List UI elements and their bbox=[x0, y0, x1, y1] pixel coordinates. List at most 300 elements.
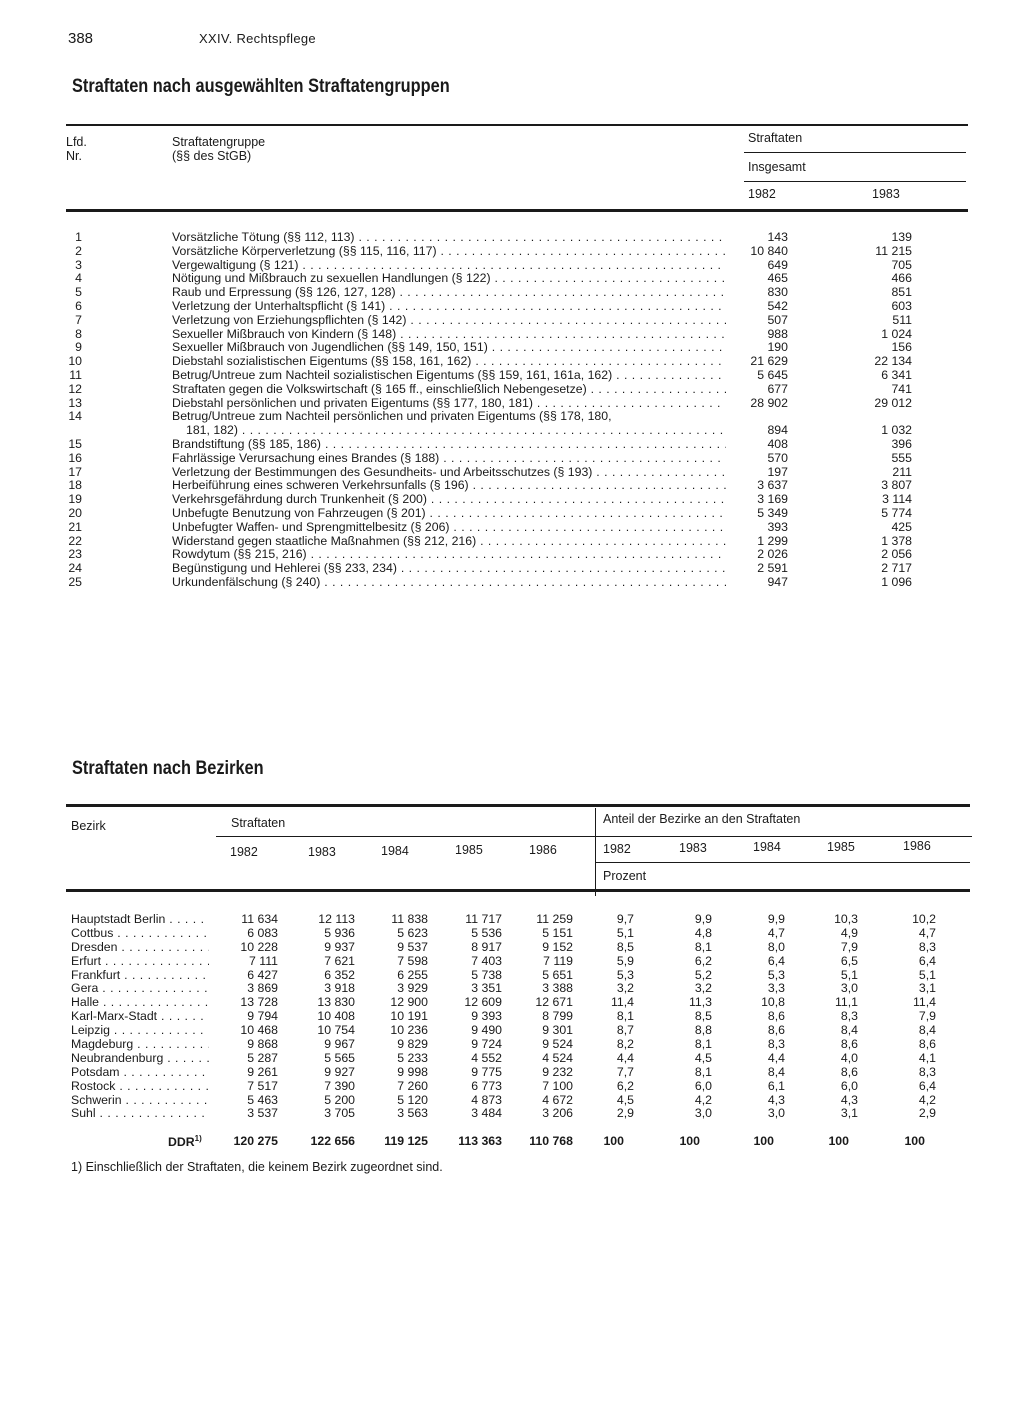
value-1983: 603 bbox=[891, 298, 912, 313]
value-1982: 570 bbox=[767, 450, 788, 465]
value-1983: 851 bbox=[891, 285, 912, 300]
pct-1984: 8,4 bbox=[767, 1064, 785, 1079]
count-1983: 3 918 bbox=[324, 981, 355, 996]
count-1985: 3 351 bbox=[471, 981, 502, 996]
table2-row bbox=[0, 1066, 1024, 1080]
table1-year2: 1983 bbox=[872, 187, 900, 201]
pct-1985: 4,9 bbox=[840, 925, 858, 940]
count-1983: 12 113 bbox=[318, 912, 355, 926]
pct-1984: 9,9 bbox=[767, 912, 785, 926]
table1-row bbox=[0, 479, 1024, 493]
table2-year: 1984 bbox=[753, 840, 781, 854]
pct-1983: 8,8 bbox=[694, 1023, 712, 1038]
count-1984: 5 623 bbox=[397, 925, 428, 940]
row-number: 19 bbox=[68, 492, 82, 507]
pct-1984: 4,3 bbox=[767, 1092, 785, 1107]
value-1982: 10 840 bbox=[750, 243, 788, 258]
bezirk-name: Neubrandenburg . . . bbox=[71, 1052, 209, 1066]
table2-row bbox=[0, 927, 1024, 941]
pct-1985: 8,6 bbox=[840, 1064, 858, 1079]
pct-1983: 8,5 bbox=[694, 1009, 712, 1024]
count-1984: 9 829 bbox=[397, 1037, 428, 1052]
row-number: 6 bbox=[75, 298, 82, 313]
value-1983: 396 bbox=[891, 436, 912, 451]
pct-1982: 8,2 bbox=[616, 1037, 634, 1052]
row-label: Begünstigung und Hehlerei (§§ 233, 234) . . . bbox=[172, 562, 726, 576]
bezirk-name: Karl-Marx-Stadt . . . bbox=[71, 1010, 209, 1024]
value-1983: 511 bbox=[892, 312, 912, 327]
total-count-1984: 119 125 bbox=[384, 1134, 428, 1148]
count-1982: 9 794 bbox=[247, 1009, 278, 1024]
count-1982: 7 111 bbox=[249, 953, 278, 968]
pct-1982: 5,1 bbox=[616, 925, 634, 940]
pct-1986: 8,4 bbox=[918, 1023, 936, 1038]
pct-1983: 8,1 bbox=[694, 1064, 712, 1079]
table2-row bbox=[0, 1038, 1024, 1052]
pct-1983: 8,1 bbox=[694, 939, 712, 954]
value-1983: 5 774 bbox=[881, 505, 912, 520]
count-1983: 9 927 bbox=[324, 1064, 355, 1079]
count-1985: 11 717 bbox=[465, 912, 502, 926]
table1-row bbox=[0, 493, 1024, 507]
running-title: XXIV. Rechtspflege bbox=[199, 31, 316, 46]
table1-row bbox=[0, 535, 1024, 549]
count-1985: 9 775 bbox=[471, 1064, 502, 1079]
table1-row bbox=[0, 314, 1024, 328]
value-1983: 2 056 bbox=[881, 547, 912, 562]
total-pct-1984: 100 bbox=[753, 1134, 774, 1148]
row-number: 25 bbox=[68, 574, 82, 589]
count-1984: 3 929 bbox=[397, 981, 428, 996]
table1-col-straftaten: Straftaten bbox=[748, 131, 803, 145]
table1-col-insgesamt: Insgesamt bbox=[748, 160, 806, 174]
count-1983: 5 200 bbox=[324, 1092, 355, 1107]
value-1982: 3 637 bbox=[757, 478, 788, 493]
table2-row bbox=[0, 982, 1024, 996]
pct-1984: 4,4 bbox=[767, 1050, 785, 1065]
pct-1984: 5,3 bbox=[767, 967, 785, 982]
value-1983: 1 024 bbox=[881, 326, 912, 341]
table2-col-prozent: Prozent bbox=[603, 869, 647, 883]
pct-1983: 5,2 bbox=[694, 967, 712, 982]
pct-1984: 3,3 bbox=[767, 981, 785, 996]
row-number: 2 bbox=[75, 243, 82, 258]
row-number: 8 bbox=[75, 326, 82, 341]
count-1984: 7 598 bbox=[397, 953, 428, 968]
value-1982: 190 bbox=[767, 340, 788, 355]
table2-year: 1983 bbox=[679, 841, 707, 855]
table2-year: 1986 bbox=[903, 839, 931, 853]
row-label: Verletzung der Unterhaltspflicht (§ 141) . . . bbox=[172, 300, 726, 314]
table1-row bbox=[0, 259, 1024, 273]
pct-1985: 3,1 bbox=[840, 1106, 858, 1121]
pct-1982: 4,4 bbox=[616, 1050, 634, 1065]
count-1983: 10 408 bbox=[317, 1009, 355, 1024]
table1-row bbox=[0, 231, 1024, 245]
count-1986: 11 259 bbox=[536, 912, 573, 926]
pct-1986: 4,2 bbox=[918, 1092, 936, 1107]
table1-rule-straftaten bbox=[744, 152, 966, 153]
row-label: Urkundenfälschung (§ 240) . . . bbox=[172, 576, 726, 590]
table1-row bbox=[0, 576, 1024, 590]
count-1985: 6 773 bbox=[471, 1078, 502, 1093]
count-1986: 5 651 bbox=[542, 967, 573, 982]
row-label: Unbefugter Waffen- und Sprengmittelbesitz (§ 206) . . . bbox=[172, 521, 726, 535]
count-1986: 7 119 bbox=[543, 953, 573, 968]
count-1984: 3 563 bbox=[397, 1106, 428, 1121]
pct-1984: 8,6 bbox=[767, 1009, 785, 1024]
count-1984: 9 998 bbox=[397, 1064, 428, 1079]
count-1984: 5 120 bbox=[397, 1092, 428, 1107]
pct-1982: 11,4 bbox=[610, 995, 634, 1010]
value-1983: 11 215 bbox=[875, 243, 912, 258]
value-1982: 28 902 bbox=[750, 395, 788, 410]
count-1985: 8 917 bbox=[471, 939, 502, 954]
row-label: Widerstand gegen staatliche Maßnahmen (§§ 212, 216) . . . bbox=[172, 535, 726, 549]
pct-1982: 5,9 bbox=[616, 953, 634, 968]
pct-1982: 8,1 bbox=[616, 1009, 634, 1024]
count-1985: 3 484 bbox=[471, 1106, 502, 1121]
count-1986: 9 232 bbox=[542, 1064, 573, 1079]
value-1983: 22 134 bbox=[874, 354, 912, 369]
row-number: 20 bbox=[68, 505, 82, 520]
table2-year: 1986 bbox=[529, 843, 557, 857]
pct-1985: 3,0 bbox=[840, 981, 858, 996]
count-1986: 9 152 bbox=[542, 939, 573, 954]
value-1982: 894 bbox=[767, 423, 788, 438]
table1-row bbox=[0, 369, 1024, 383]
table2-row bbox=[0, 913, 1024, 927]
table2-row bbox=[0, 1052, 1024, 1066]
table1-body bbox=[0, 231, 1024, 590]
count-1983: 7 621 bbox=[324, 953, 355, 968]
count-1986: 5 151 bbox=[542, 925, 573, 940]
count-1983: 3 705 bbox=[324, 1106, 355, 1121]
count-1984: 10 236 bbox=[390, 1023, 428, 1038]
total-count-1983: 122 656 bbox=[310, 1134, 355, 1148]
value-1982: 947 bbox=[767, 574, 788, 589]
table1-row bbox=[0, 410, 1024, 438]
row-number: 22 bbox=[68, 533, 82, 548]
value-1983: 3 807 bbox=[881, 478, 912, 493]
table1-col-group-line2: (§§ des StGB) bbox=[172, 149, 252, 163]
pct-1983: 6,0 bbox=[694, 1078, 712, 1093]
pct-1985: 8,3 bbox=[840, 1009, 858, 1024]
count-1982: 5 287 bbox=[247, 1050, 278, 1065]
pct-1983: 6,2 bbox=[694, 953, 712, 968]
row-number: 1 bbox=[75, 230, 82, 244]
pct-1982: 8,5 bbox=[616, 939, 634, 954]
count-1982: 10 468 bbox=[240, 1023, 278, 1038]
count-1985: 12 609 bbox=[464, 995, 502, 1010]
row-label: Nötigung und Mißbrauch zu sexuellen Handlungen (§ 122) . . . bbox=[172, 272, 726, 286]
pct-1985: 8,4 bbox=[840, 1023, 858, 1038]
table2-row bbox=[0, 941, 1024, 955]
pct-1982: 6,2 bbox=[616, 1078, 634, 1093]
table2-year: 1982 bbox=[603, 842, 631, 856]
bezirk-name: Erfurt . . . bbox=[71, 955, 209, 969]
count-1984: 11 838 bbox=[391, 912, 428, 926]
count-1983: 5 565 bbox=[324, 1050, 355, 1065]
count-1982: 5 463 bbox=[247, 1092, 278, 1107]
value-1983: 139 bbox=[891, 230, 912, 244]
row-label: Vergewaltigung (§ 121) . . . bbox=[172, 259, 726, 273]
value-1982: 830 bbox=[767, 285, 788, 300]
count-1986: 9 301 bbox=[542, 1023, 573, 1038]
table2-col-straftaten: Straftaten bbox=[231, 816, 286, 830]
row-number: 23 bbox=[68, 547, 82, 562]
count-1982: 7 517 bbox=[247, 1078, 278, 1093]
pct-1986: 7,9 bbox=[918, 1009, 936, 1024]
row-label: Brandstiftung (§§ 185, 186) . . . bbox=[172, 438, 726, 452]
count-1982: 11 634 bbox=[241, 912, 278, 926]
value-1982: 2 591 bbox=[757, 561, 788, 576]
table1-row bbox=[0, 383, 1024, 397]
row-label: Unbefugte Benutzung von Fahrzeugen (§ 201) . . . bbox=[172, 507, 726, 521]
count-1983: 9 967 bbox=[324, 1037, 355, 1052]
row-label: Verletzung der Bestimmungen des Gesundheits- und Arbeitsschutzes (§ 193) . . . bbox=[172, 466, 726, 480]
count-1982: 6 083 bbox=[247, 925, 278, 940]
value-1983: 156 bbox=[891, 340, 912, 355]
value-1982: 3 169 bbox=[757, 492, 788, 507]
table1-row bbox=[0, 507, 1024, 521]
count-1982: 13 728 bbox=[240, 995, 278, 1010]
pct-1985: 10,3 bbox=[834, 912, 858, 926]
table1-row bbox=[0, 341, 1024, 355]
pct-1982: 4,5 bbox=[616, 1092, 634, 1107]
count-1985: 9 724 bbox=[471, 1037, 502, 1052]
pct-1986: 6,4 bbox=[918, 953, 936, 968]
row-number: 15 bbox=[68, 436, 82, 451]
value-1983: 29 012 bbox=[874, 395, 912, 410]
count-1983: 6 352 bbox=[324, 967, 355, 982]
table2-row bbox=[0, 1010, 1024, 1024]
bezirk-name: Suhl . . . bbox=[71, 1107, 209, 1121]
table2-rule-prozent bbox=[596, 862, 970, 863]
table2-year: 1985 bbox=[455, 843, 483, 857]
table2-row bbox=[0, 955, 1024, 969]
count-1985: 9 490 bbox=[471, 1023, 502, 1038]
count-1986: 3 206 bbox=[542, 1106, 573, 1121]
count-1986: 4 524 bbox=[542, 1050, 573, 1065]
count-1985: 4 552 bbox=[471, 1050, 502, 1065]
table2-body bbox=[0, 913, 1024, 1121]
value-1983: 425 bbox=[891, 519, 912, 534]
pct-1983: 11,3 bbox=[688, 995, 712, 1010]
row-label: Verletzung von Erziehungspflichten (§ 142) . . . bbox=[172, 314, 726, 328]
pct-1983: 4,5 bbox=[694, 1050, 712, 1065]
table1-row bbox=[0, 438, 1024, 452]
value-1983: 555 bbox=[891, 450, 912, 465]
row-label: Straftaten gegen die Volkswirtschaft (§ 165 ff., einschließlich Nebengesetze) . . . bbox=[172, 383, 726, 397]
table2-rule-years-top bbox=[216, 836, 972, 837]
pct-1982: 9,7 bbox=[616, 912, 634, 926]
count-1984: 10 191 bbox=[390, 1009, 428, 1024]
row-label: Betrug/Untreue zum Nachteil sozialistischen Eigentums (§§ 159, 161, 161a, 162) . . . bbox=[172, 369, 726, 383]
row-label: Rowdytum (§§ 215, 216) . . . bbox=[172, 548, 726, 562]
pct-1984: 8,0 bbox=[767, 939, 785, 954]
row-number: 24 bbox=[68, 561, 82, 576]
value-1983: 3 114 bbox=[882, 492, 912, 507]
table1-row bbox=[0, 521, 1024, 535]
table1-col-group-line1: Straftatengruppe bbox=[172, 135, 266, 149]
pct-1985: 4,3 bbox=[840, 1092, 858, 1107]
count-1982: 6 427 bbox=[247, 967, 278, 982]
pct-1982: 8,7 bbox=[616, 1023, 634, 1038]
count-1983: 5 936 bbox=[324, 925, 355, 940]
pct-1984: 8,3 bbox=[767, 1037, 785, 1052]
value-1982: 677 bbox=[767, 381, 788, 396]
count-1983: 10 754 bbox=[317, 1023, 355, 1038]
table1-row bbox=[0, 452, 1024, 466]
bezirk-name: Halle . . . bbox=[71, 996, 209, 1010]
count-1982: 3 537 bbox=[247, 1106, 278, 1121]
table1-row bbox=[0, 562, 1024, 576]
table1-col-no-line1: Lfd. bbox=[66, 135, 87, 149]
bezirk-name: Dresden . . . bbox=[71, 941, 209, 955]
table1-rule-insgesamt bbox=[744, 181, 966, 182]
count-1982: 10 228 bbox=[240, 939, 278, 954]
value-1982: 988 bbox=[767, 326, 788, 341]
table1-row bbox=[0, 355, 1024, 369]
row-label: Sexueller Mißbrauch von Kindern (§ 148) . . . bbox=[172, 328, 726, 342]
count-1983: 7 390 bbox=[324, 1078, 355, 1093]
table2-top-rule bbox=[66, 804, 970, 807]
bezirk-name: Rostock . . . bbox=[71, 1080, 209, 1094]
table1-year1: 1982 bbox=[748, 187, 776, 201]
count-1985: 7 403 bbox=[471, 953, 502, 968]
count-1984: 5 233 bbox=[397, 1050, 428, 1065]
table1-top-rule bbox=[66, 124, 968, 126]
row-label-continuation: 181, 182) . . . bbox=[186, 424, 726, 438]
pct-1983: 3,2 bbox=[694, 981, 712, 996]
table1-row bbox=[0, 548, 1024, 562]
table2-row bbox=[0, 1107, 1024, 1121]
total-pct-1986: 100 bbox=[904, 1134, 925, 1148]
pct-1985: 11,1 bbox=[834, 995, 858, 1010]
pct-1986: 4,1 bbox=[918, 1050, 936, 1065]
table1-row bbox=[0, 466, 1024, 480]
table2-year: 1985 bbox=[827, 840, 855, 854]
count-1986: 9 524 bbox=[542, 1037, 573, 1052]
value-1983: 1 032 bbox=[881, 423, 912, 438]
table1-row bbox=[0, 397, 1024, 411]
row-number: 16 bbox=[68, 450, 82, 465]
total-pct-1983: 100 bbox=[679, 1134, 700, 1148]
table2-row bbox=[0, 1024, 1024, 1038]
value-1982: 542 bbox=[767, 298, 788, 313]
row-number: 3 bbox=[75, 257, 82, 272]
value-1982: 1 299 bbox=[757, 533, 788, 548]
pct-1985: 5,1 bbox=[840, 967, 858, 982]
pct-1986: 5,1 bbox=[918, 967, 936, 982]
count-1982: 9 261 bbox=[247, 1064, 278, 1079]
row-number: 7 bbox=[75, 312, 82, 327]
pct-1983: 9,9 bbox=[694, 912, 712, 926]
table2-header-rule bbox=[66, 889, 970, 892]
pct-1983: 8,1 bbox=[694, 1037, 712, 1052]
value-1983: 705 bbox=[891, 257, 912, 272]
bezirk-name: Frankfurt . . . bbox=[71, 969, 209, 983]
pct-1986: 4,7 bbox=[918, 925, 936, 940]
count-1982: 3 869 bbox=[247, 981, 278, 996]
total-pct-1982: 100 bbox=[603, 1134, 624, 1148]
table1-row bbox=[0, 245, 1024, 259]
value-1982: 5 349 bbox=[757, 505, 788, 520]
page-number: 388 bbox=[68, 30, 94, 47]
pct-1986: 11,4 bbox=[912, 995, 936, 1010]
row-number: 9 bbox=[75, 340, 82, 355]
table2-row bbox=[0, 969, 1024, 983]
count-1986: 8 799 bbox=[542, 1009, 573, 1024]
pct-1983: 4,8 bbox=[694, 925, 712, 940]
value-1982: 649 bbox=[767, 257, 788, 272]
row-number: 10 bbox=[68, 354, 82, 369]
pct-1986: 3,1 bbox=[918, 981, 936, 996]
row-label: Diebstahl sozialistischen Eigentums (§§ 158, 161, 162) . . . bbox=[172, 355, 726, 369]
row-number: 5 bbox=[75, 285, 82, 300]
value-1982: 465 bbox=[767, 271, 788, 286]
total-pct-1985: 100 bbox=[828, 1134, 849, 1148]
count-1986: 7 100 bbox=[542, 1078, 573, 1093]
pct-1986: 8,3 bbox=[918, 939, 936, 954]
bezirk-name: Potsdam . . . bbox=[71, 1066, 209, 1080]
value-1983: 1 096 bbox=[881, 574, 912, 589]
pct-1985: 8,6 bbox=[840, 1037, 858, 1052]
pct-1984: 8,6 bbox=[767, 1023, 785, 1038]
table2-year: 1983 bbox=[308, 845, 336, 859]
pct-1984: 6,1 bbox=[767, 1078, 785, 1093]
table1-row bbox=[0, 328, 1024, 342]
pct-1982: 5,3 bbox=[616, 967, 634, 982]
row-number: 4 bbox=[75, 271, 82, 286]
value-1983: 1 378 bbox=[881, 533, 912, 548]
pct-1986: 8,3 bbox=[918, 1064, 936, 1079]
row-number: 11 bbox=[69, 367, 82, 382]
table1-header-rule bbox=[66, 209, 968, 212]
bezirk-name: Leipzig . . . bbox=[71, 1024, 209, 1038]
total-count-1982: 120 275 bbox=[233, 1134, 278, 1148]
table1-title: Straftaten nach ausgewählten Straftatengruppen bbox=[72, 76, 450, 97]
count-1986: 3 388 bbox=[542, 981, 573, 996]
count-1984: 12 900 bbox=[390, 995, 428, 1010]
value-1982: 507 bbox=[767, 312, 788, 327]
row-label: Vorsätzliche Körperverletzung (§§ 115, 116, 117) . . . bbox=[172, 245, 726, 259]
count-1984: 7 260 bbox=[397, 1078, 428, 1093]
pct-1984: 10,8 bbox=[761, 995, 785, 1010]
count-1983: 13 830 bbox=[317, 995, 355, 1010]
table1-row bbox=[0, 272, 1024, 286]
table2-year: 1984 bbox=[381, 844, 409, 858]
table2-column-divider bbox=[595, 808, 596, 896]
row-number: 13 bbox=[68, 395, 82, 410]
value-1982: 21 629 bbox=[750, 354, 788, 369]
pct-1984: 3,0 bbox=[767, 1106, 785, 1121]
footnote-marker: 1) bbox=[194, 1134, 202, 1143]
table1-row bbox=[0, 286, 1024, 300]
value-1983: 741 bbox=[891, 381, 912, 396]
count-1982: 9 868 bbox=[247, 1037, 278, 1052]
row-number: 12 bbox=[68, 381, 82, 396]
table2-row bbox=[0, 1080, 1024, 1094]
bezirk-name: Schwerin . . . bbox=[71, 1094, 209, 1108]
table2-year: 1982 bbox=[230, 845, 258, 859]
value-1982: 197 bbox=[767, 464, 788, 479]
footnote: 1) Einschließlich der Straftaten, die keinem Bezirk zugeordnet sind. bbox=[71, 1160, 443, 1174]
table2-title: Straftaten nach Bezirken bbox=[72, 758, 264, 779]
total-label: DDR bbox=[168, 1135, 195, 1150]
pct-1983: 3,0 bbox=[694, 1106, 712, 1121]
